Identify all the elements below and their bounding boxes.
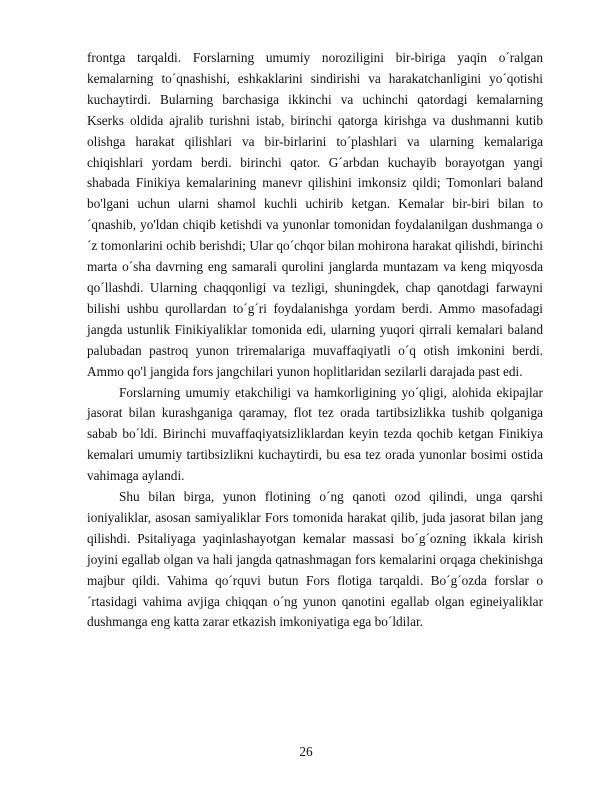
page-number: 26 xyxy=(299,744,313,759)
paragraph-2: Forslarning umumiy etakchiligi va hamkorligining yo´qligi, alohida ekipajlar jasorat bilan kurashganiga qaramay, flot tez orada tartibsizlikka tushib qolganiga sabab bo´ldi. Birinchi muvaffaqiyatsizliklardan keyin tezda qochib ketgan Finikiya kemalari umumiy tartibsizlikni kuchaytirdi, bu esa tez orada yunonlar bosimi ostida vahimaga aylandi. xyxy=(87,384,543,484)
paragraph-3: Shu bilan birga, yunon flotining o´ng qanoti ozod qilindi, unga qarshi ioniyaliklar, asosan samiyaliklar Fors tomonida harakat qilib, juda jasorat bilan jang qilishdi. Psitaliyaga yaqinlashayotgan kemalar massasi bo´g´ozning ikkala kirish joyini egallab olgan va hali jangda qatnashmagan fors kemalarini orqaga chekinishga majbur qildi. Vahima qo´rquvi butun Fors flotiga tarqaldi. Bo´g´ozda forslar o´rtasidagi vahima avjiga chiqqan o´ng yunon qanotini egallab olgan egineiyaliklar dushmanga eng katta zarar etkazish imkoniyatiga ega bo´ldilar. xyxy=(87,489,543,630)
paragraph-1: frontga tarqaldi. Forslarning umumiy noroziligini bir-biriga yaqin o´ralgan kemalarning to´qnashishi, eshkaklarini sindirishi va harakatchanligini yo´qotishi kuchaytirdi. Bularning barchasiga ikkinchi va uchinchi qatordagi kemalarning Kserks oldida ajralib turishni istab, birinchi qatorga kirishga va dushmanni kutib olishga harakat qilishlari va bir-birlarini to´plashlari va ularning kemalariga chiqishlari yordam berdi. birinchi qator. G´arbdan kuchayib borayotgan yangi shabada Finikiya kemalarining manevr qilishini imkonsiz qildi; Tomonlari baland bo'lgani uchun ularni shamol kuchli uchirib ketgan. Kemalar bir-biri bilan to´qnashib, yo'ldan chiqib ketishdi va yunonlar tomonidan foydalanilgan dushmanga o´z tomonlarini ochib berishdi; Ular qo´chqor bilan mohirona harakat qilishdi, birinchi marta o´sha davrning eng samarali qurolini janglarda muntazam va keng miqyosda qo´llashdi. Ularning chaqqonligi va tezligi, shuningdek, chap qanotdagi farwayni bilishi ushbu qurollardan to´g´ri foydalanishga yordam berdi. Ammo masofadagi jangda ustunlik Finikiyaliklar tomonida edi, ularning yuqori qirrali kemalari baland palubadan pastroq yunon triremalariga muvaffaqiyatli o´q otish imkonini berdi. Ammo qo'l jangida fors jangchilari yunon hoplitlaridan sezilarli darajada past edi. xyxy=(87,50,543,379)
document-page xyxy=(87,48,543,633)
